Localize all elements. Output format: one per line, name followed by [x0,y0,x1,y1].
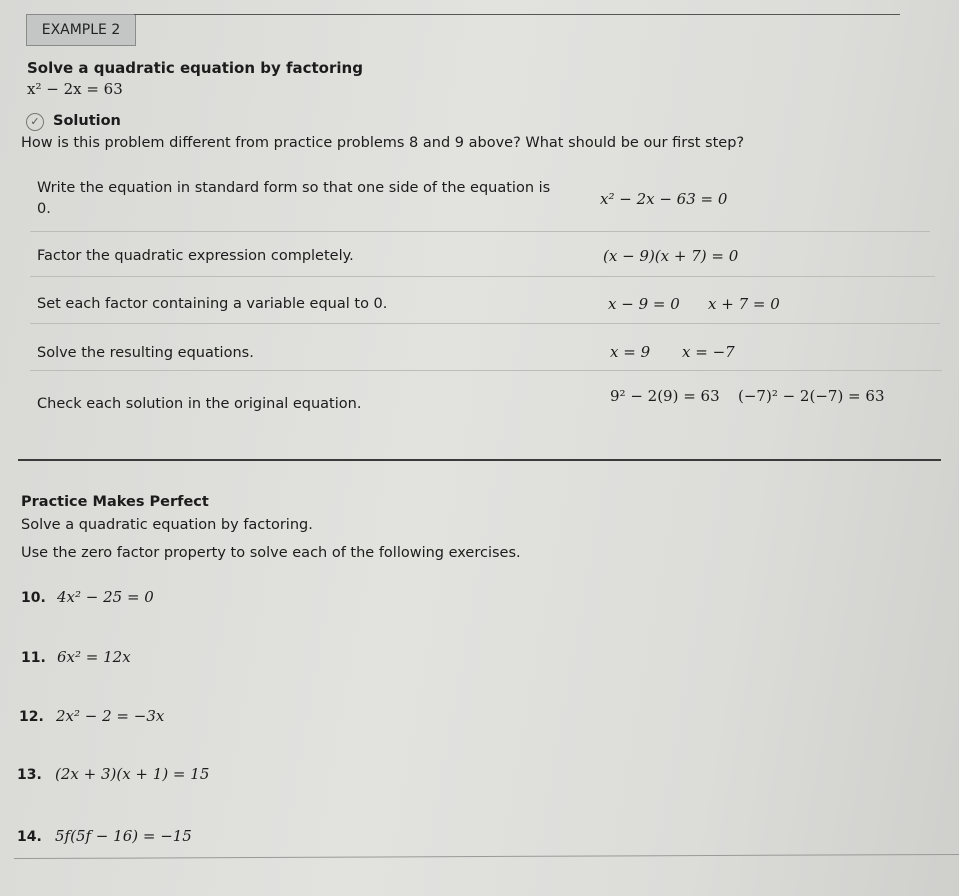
step-2-math: (x − 9)(x + 7) = 0 [603,247,739,265]
row-divider [30,276,935,277]
exercise-equation: 5f(5f − 16) = −15 [55,827,192,845]
step-3-math-a: x − 9 = 0 [608,295,680,313]
practice-subheading: Solve a quadratic equation by factoring. [21,517,313,533]
exercise-equation: (2x + 3)(x + 1) = 15 [55,765,210,783]
solution-toggle[interactable]: Solution [53,113,121,129]
practice-instructions: Use the zero factor property to solve each of the following exercises. [21,545,521,561]
exercise-number: 11. [21,650,46,666]
exercise-equation: 6x² = 12x [57,648,131,666]
step-5-math-b: (−7)² − 2(−7) = 63 [738,387,885,405]
example-equation: x² − 2x = 63 [27,80,123,98]
exercise-number: 10. [21,590,46,606]
exercise-number: 13. [17,767,42,783]
step-5-math-a: 9² − 2(9) = 63 [610,387,720,405]
row-divider [30,231,930,232]
practice-heading: Practice Makes Perfect [21,494,209,510]
step-3-math-b: x + 7 = 0 [708,295,780,313]
section-divider [18,459,941,461]
top-rule [134,14,900,15]
step-4-text: Solve the resulting equations. [37,345,254,361]
step-3-text: Set each factor containing a variable equal to 0. [37,296,388,312]
step-1-text: Write the equation in standard form so that one side of the equation is [37,180,551,196]
row-divider [30,370,942,371]
bottom-rule [14,854,959,859]
exercise-number: 12. [19,709,44,725]
step-4-math-b: x = −7 [682,343,735,361]
step-4-math-a: x = 9 [610,343,651,361]
row-divider [30,323,940,324]
example-question: How is this problem different from practice problems 8 and 9 above? What should be our first step? [21,135,745,151]
check-circle-icon[interactable]: ✓ [26,113,44,131]
exercise-equation: 4x² − 25 = 0 [57,588,154,606]
step-1-text-cont: 0. [37,201,51,217]
example-badge: EXAMPLE 2 [26,14,136,46]
step-2-text: Factor the quadratic expression completely. [37,248,354,264]
step-5-text: Check each solution in the original equation. [37,396,362,412]
exercise-number: 14. [17,829,42,845]
step-1-math: x² − 2x − 63 = 0 [600,190,728,208]
example-title: Solve a quadratic equation by factoring [27,59,363,77]
exercise-equation: 2x² − 2 = −3x [56,707,165,725]
